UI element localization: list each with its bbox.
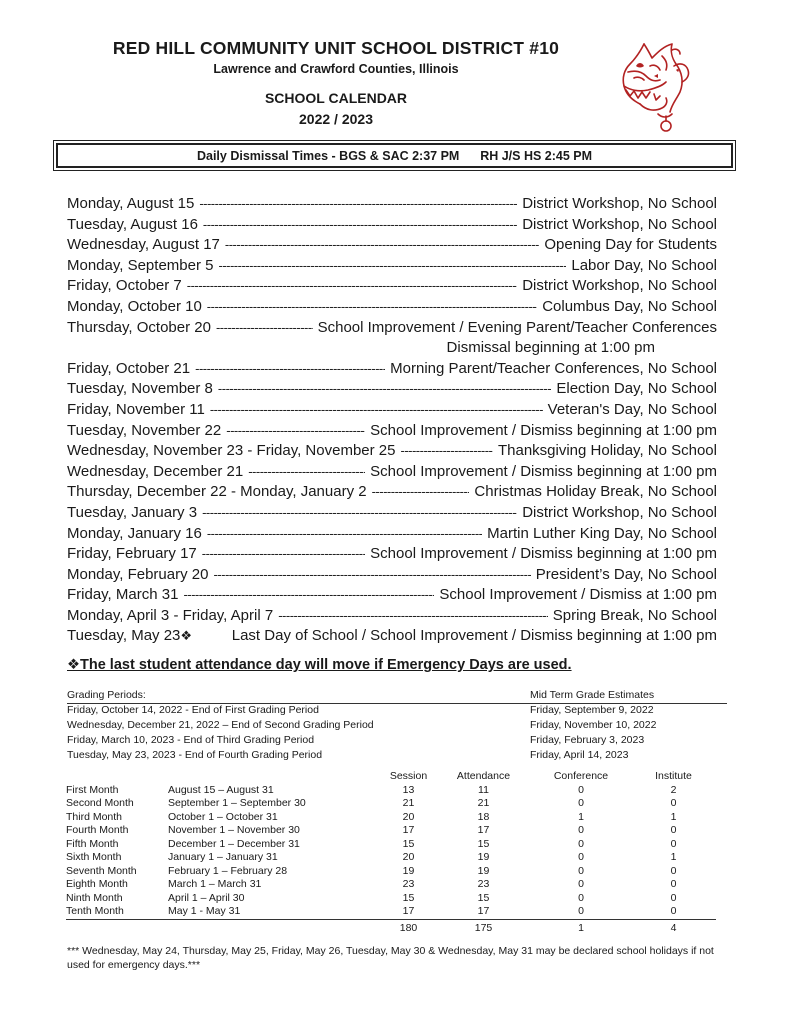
month-name: Second Month bbox=[66, 797, 134, 809]
total-institute: 4 bbox=[631, 919, 716, 936]
dismissal-times-rh: RH J/S HS 2:45 PM bbox=[480, 148, 593, 163]
event-date: Friday, October 21 bbox=[67, 359, 191, 377]
conference-days: 0 bbox=[578, 837, 584, 850]
event-description: School Improvement / Dismiss beginning at 1:00 pm bbox=[370, 545, 717, 563]
midterm-title: Mid Term Grade Estimates bbox=[530, 689, 655, 701]
table-row bbox=[66, 811, 716, 825]
calendar-title: SCHOOL CALENDAR bbox=[264, 90, 408, 106]
event-row bbox=[67, 545, 717, 566]
table-row bbox=[66, 797, 716, 811]
event-description: Last Day of School / School Improvement / Dismiss beginning at 1:00 pm bbox=[231, 627, 717, 645]
header-conference: Conference bbox=[553, 770, 609, 782]
header-session: Session bbox=[389, 770, 428, 782]
event-description: Christmas Holiday Break, No School bbox=[474, 483, 717, 501]
dash-leader bbox=[226, 423, 365, 438]
event-description: District Workshop, No School bbox=[522, 215, 717, 233]
session-days: 21 bbox=[402, 797, 415, 809]
conference-days: 0 bbox=[578, 851, 584, 863]
month-range: October 1 – October 31 bbox=[168, 810, 278, 823]
event-row bbox=[67, 236, 717, 257]
calendar-year: 2022 / 2023 bbox=[299, 111, 373, 127]
session-days: 17 bbox=[402, 905, 415, 917]
event-row bbox=[67, 525, 717, 546]
event-date: Monday, August 15 bbox=[67, 195, 195, 212]
table-row bbox=[66, 905, 716, 919]
event-row bbox=[67, 298, 717, 319]
institute-days: 0 bbox=[670, 878, 677, 890]
month-name: Eighth Month bbox=[66, 878, 128, 890]
conference-days: 0 bbox=[578, 905, 584, 917]
wolf-mascot-icon bbox=[614, 36, 694, 136]
event-row bbox=[67, 504, 717, 525]
diamond-star-icon: ❖ bbox=[180, 628, 193, 644]
event-date: Wednesday, November 23 - Friday, November 25 bbox=[67, 442, 396, 460]
event-row bbox=[67, 277, 717, 298]
event-description: District Workshop, No School bbox=[522, 503, 717, 521]
month-range: September 1 – September 30 bbox=[168, 797, 306, 809]
dash-leader bbox=[199, 196, 517, 211]
event-row bbox=[67, 195, 717, 216]
monthly-days-table bbox=[66, 770, 716, 936]
month-name: Third Month bbox=[66, 810, 123, 823]
event-date: Friday, March 31 bbox=[67, 586, 179, 604]
event-date: Tuesday, November 8 bbox=[67, 380, 213, 398]
event-description: Martin Luther King Day, No School bbox=[487, 524, 717, 542]
event-description: District Workshop, No School bbox=[522, 195, 717, 212]
attendance-days: 15 bbox=[477, 891, 490, 904]
document-header bbox=[0, 38, 672, 127]
institute-days: 0 bbox=[670, 891, 677, 904]
event-row bbox=[67, 463, 717, 484]
attendance-days: 15 bbox=[477, 837, 490, 850]
month-range: August 15 – August 31 bbox=[168, 783, 274, 796]
midterm-item: Friday, February 3, 2023 bbox=[530, 734, 645, 746]
dismissal-times-bgs-sac: Daily Dismissal Times - BGS & SAC 2:37 PM bbox=[196, 148, 460, 163]
month-name: First Month bbox=[66, 783, 119, 796]
institute-days: 0 bbox=[670, 864, 677, 877]
event-date: Monday, April 3 - Friday, April 7 bbox=[67, 606, 274, 624]
conference-days: 0 bbox=[578, 783, 584, 796]
event-description: School Improvement / Dismiss beginning at 1:00 pm bbox=[370, 421, 717, 439]
dash-leader bbox=[400, 443, 493, 458]
session-days: 23 bbox=[402, 878, 415, 890]
event-date: Tuesday, May 23 bbox=[67, 627, 181, 645]
attendance-days: 17 bbox=[477, 824, 490, 836]
table-row bbox=[66, 892, 716, 906]
event-description: School Improvement / Dismiss beginning at 1:00 pm bbox=[370, 462, 717, 480]
session-days: 17 bbox=[402, 824, 415, 836]
dash-leader bbox=[202, 505, 517, 520]
total-session: 180 bbox=[381, 919, 436, 936]
dash-leader bbox=[210, 402, 543, 417]
attendance-days: 23 bbox=[477, 878, 490, 890]
dash-leader bbox=[218, 381, 551, 396]
midterm-item: Friday, September 9, 2022 bbox=[530, 704, 654, 716]
institute-days: 0 bbox=[670, 824, 677, 836]
session-days: 19 bbox=[402, 864, 415, 877]
district-name: RED HILL COMMUNITY UNIT SCHOOL DISTRICT #10 bbox=[112, 38, 560, 58]
conference-days: 0 bbox=[578, 891, 584, 904]
month-name: Sixth Month bbox=[66, 851, 122, 863]
events-list bbox=[67, 195, 717, 648]
conference-days: 0 bbox=[578, 824, 584, 836]
month-range: April 1 – April 30 bbox=[168, 891, 245, 904]
event-date: Tuesday, January 3 bbox=[67, 503, 198, 521]
event-row bbox=[67, 401, 717, 422]
table-row bbox=[66, 784, 716, 798]
event-description: School Improvement / Dismiss at 1:00 pm bbox=[439, 586, 717, 604]
institute-days: 0 bbox=[670, 837, 677, 850]
event-date: Thursday, October 20 bbox=[67, 318, 211, 336]
table-row bbox=[66, 878, 716, 892]
event-date: Friday, November 11 bbox=[67, 400, 205, 418]
dash-leader bbox=[187, 278, 517, 293]
dismissal-times-box bbox=[56, 143, 733, 168]
event-description: Labor Day, No School bbox=[571, 256, 717, 274]
attendance-days: 11 bbox=[478, 783, 489, 796]
session-days: 15 bbox=[402, 837, 415, 850]
dash-leader bbox=[213, 567, 530, 582]
grading-periods bbox=[67, 688, 374, 763]
event-row bbox=[67, 586, 717, 607]
midterm-item: Friday, April 14, 2023 bbox=[530, 749, 629, 761]
table-row bbox=[66, 824, 716, 838]
event-date: Friday, February 17 bbox=[67, 545, 197, 563]
event-description: School Improvement / Evening Parent/Teacher Conferences bbox=[317, 318, 717, 336]
conference-days: 0 bbox=[578, 864, 584, 877]
institute-days: 0 bbox=[670, 905, 677, 917]
conference-days: 0 bbox=[578, 797, 584, 809]
session-days: 13 bbox=[402, 783, 415, 796]
grading-period-item: Friday, March 10, 2023 - End of Third Grading Period bbox=[67, 734, 315, 746]
month-name: Fourth Month bbox=[66, 824, 129, 836]
dash-leader bbox=[207, 299, 537, 314]
midterm-estimates bbox=[530, 688, 656, 763]
table-row bbox=[66, 865, 716, 879]
event-description: Spring Break, No School bbox=[552, 606, 717, 624]
month-range: March 1 – March 31 bbox=[168, 878, 262, 890]
event-description: President’s Day, No School bbox=[535, 565, 717, 583]
grading-period-item: Tuesday, May 23, 2023 - End of Fourth Grading Period bbox=[67, 749, 323, 761]
month-name: Seventh Month bbox=[66, 864, 137, 877]
total-attendance: 175 bbox=[436, 919, 531, 936]
event-description: Veteran's Day, No School bbox=[547, 400, 717, 418]
month-range: November 1 – November 30 bbox=[168, 824, 300, 836]
event-description: Election Day, No School bbox=[556, 380, 717, 398]
grading-period-item: Wednesday, December 21, 2022 – End of Second Grading Period bbox=[67, 719, 374, 731]
institute-days: 1 bbox=[670, 810, 677, 823]
dash-leader bbox=[278, 608, 548, 623]
event-description: Morning Parent/Teacher Conferences, No School bbox=[390, 359, 717, 377]
emergency-days-notice: ❖The last student attendance day will move if Emergency Days are used. bbox=[67, 657, 572, 673]
event-date: Wednesday, August 17 bbox=[67, 236, 220, 254]
event-description: Thanksgiving Holiday, No School bbox=[497, 442, 717, 460]
counties-subtitle: Lawrence and Crawford Counties, Illinois bbox=[213, 62, 459, 76]
dash-leader bbox=[216, 320, 313, 335]
month-range: January 1 – January 31 bbox=[168, 851, 278, 863]
grading-period-item: Friday, October 14, 2022 - End of First Grading Period bbox=[67, 704, 319, 716]
dash-leader bbox=[225, 237, 540, 252]
month-range: February 1 – February 28 bbox=[168, 864, 288, 877]
session-days: 20 bbox=[402, 851, 415, 863]
holiday-footnote: *** Wednesday, May 24, Thursday, May 25, Friday, May 26, Tuesday, May 30 & Wednesday, May 31 may be declared school holidays if not used for emergency days.*** bbox=[67, 945, 714, 971]
event-row bbox=[67, 380, 717, 401]
attendance-days: 18 bbox=[477, 810, 490, 823]
event-row bbox=[67, 607, 717, 628]
header-attendance: Attendance bbox=[456, 770, 511, 782]
attendance-days: 19 bbox=[477, 851, 490, 863]
attendance-days: 19 bbox=[477, 864, 490, 877]
event-date: Wednesday, December 21 bbox=[67, 462, 244, 480]
event-row-continuation bbox=[67, 339, 717, 360]
dash-leader bbox=[195, 361, 385, 376]
grading-periods-title: Grading Periods: bbox=[67, 689, 146, 701]
dash-leader bbox=[218, 258, 566, 273]
table-row bbox=[66, 838, 716, 852]
event-date: Friday, October 7 bbox=[67, 277, 182, 295]
dash-leader bbox=[207, 526, 482, 541]
month-name: Tenth Month bbox=[66, 905, 124, 917]
event-description: Columbus Day, No School bbox=[542, 297, 717, 315]
dash-leader bbox=[248, 464, 365, 479]
institute-days: 0 bbox=[670, 797, 677, 809]
event-row bbox=[67, 422, 717, 443]
dash-leader bbox=[203, 217, 517, 232]
totals-row bbox=[66, 919, 716, 936]
event-date: Tuesday, August 16 bbox=[67, 215, 198, 233]
event-date: Thursday, December 22 - Monday, January 2 bbox=[67, 483, 367, 501]
event-date: Monday, January 16 bbox=[67, 524, 202, 542]
event-row-last-day bbox=[67, 627, 717, 648]
conference-days: 1 bbox=[578, 810, 584, 823]
total-conference: 1 bbox=[531, 919, 631, 936]
event-date: Monday, February 20 bbox=[67, 565, 209, 583]
event-row bbox=[67, 257, 717, 278]
month-range: December 1 – December 31 bbox=[168, 837, 300, 850]
event-description: Dismissal beginning at 1:00 pm bbox=[446, 339, 655, 357]
event-row bbox=[67, 483, 717, 504]
section-divider bbox=[67, 703, 727, 704]
event-row bbox=[67, 566, 717, 587]
event-date: Monday, October 10 bbox=[67, 297, 202, 315]
month-name: Ninth Month bbox=[66, 891, 123, 904]
institute-days: 1 bbox=[670, 851, 677, 863]
midterm-item: Friday, November 10, 2022 bbox=[530, 719, 657, 731]
event-row bbox=[67, 216, 717, 237]
event-row bbox=[67, 360, 717, 381]
session-days: 20 bbox=[402, 810, 415, 823]
event-date: Monday, September 5 bbox=[67, 256, 214, 274]
event-description: District Workshop, No School bbox=[522, 277, 717, 295]
month-name: Fifth Month bbox=[66, 837, 119, 850]
attendance-days: 17 bbox=[477, 905, 490, 917]
event-row bbox=[67, 319, 717, 340]
header-institute: Institute bbox=[655, 770, 692, 782]
institute-days: 2 bbox=[670, 783, 677, 796]
event-row bbox=[67, 442, 717, 463]
table-header-row bbox=[66, 770, 716, 784]
attendance-days: 21 bbox=[477, 797, 490, 809]
month-range: May 1 - May 31 bbox=[168, 905, 241, 917]
dash-leader bbox=[183, 587, 434, 602]
event-description: Opening Day for Students bbox=[544, 236, 717, 254]
dash-leader bbox=[372, 484, 470, 499]
table-row bbox=[66, 851, 716, 865]
dash-leader bbox=[202, 546, 365, 561]
event-date: Tuesday, November 22 bbox=[67, 421, 222, 439]
session-days: 15 bbox=[402, 891, 415, 904]
conference-days: 0 bbox=[578, 878, 584, 890]
